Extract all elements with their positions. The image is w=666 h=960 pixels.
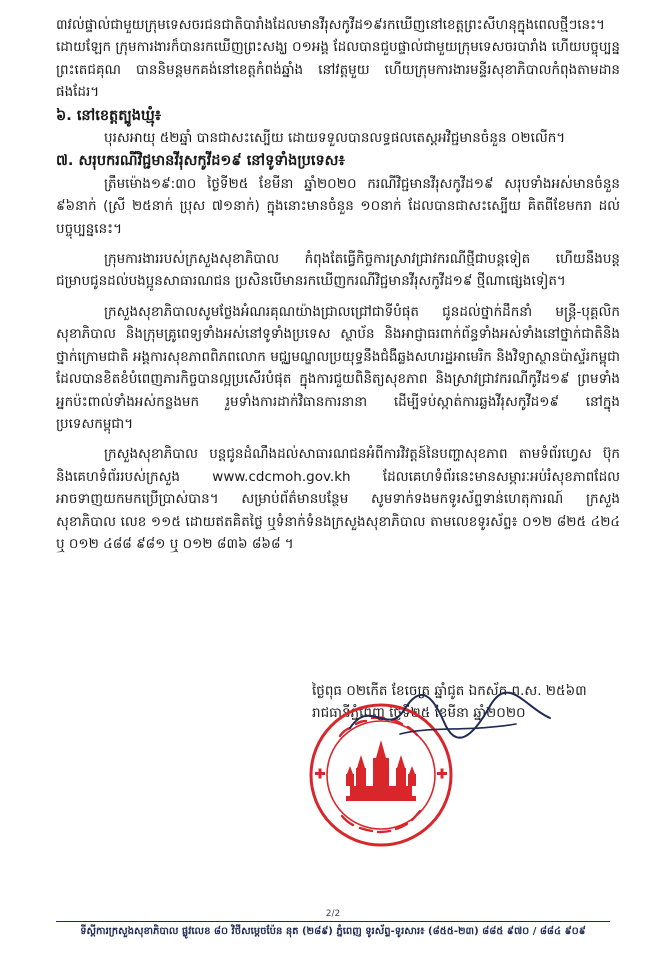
section-heading-nationwide-total: ៧. សរុបករណីវិជ្ជមានវីរុសកូវីដ១៩ នៅទូទាំងប្រទេស៖	[56, 153, 345, 170]
paragraph-acknowledgements: ក្រសួងសុខាភិបាលសូមថ្លែងអំណរគុណយ៉ាងជ្រាលជ្រៅជាទីបំផុត ជូនដល់ថ្នាក់ដឹកនាំ មន្ត្រី-បុគ្គលិកសុខាភិបាល និងក្រុមគ្រូពេទ្យទាំងអស់នៅទូទាំងប្រទេស ស្ថាប័ន និងអាជ្ញាធរពាក់ព័ន្ធទាំងអស់ទាំងនៅថ្នាក់ជាតិនិងថ្នាក់ក្រោមជាតិ អង្គការសុខភាពពិភពលោក មជ្ឈមណ្ឌលប្រយុទ្ធនឹងជំងឺឆ្លងសហរដ្ឋអាមេរិក និងវិទ្យាស្ថានប៉ាស្ទ័រកម្ពុជា ដែលបានខិតខំបំពេញភារកិច្ចបានល្អប្រសើរបំផុត ក្នុងការជួយពិនិត្យសុខភាព និងស្រាវជ្រាវករណីកូវីដ១៩ ព្រមទាំងអ្នកប៉ះពាល់ទាំងអស់កន្លងមក រួមទាំងការដាក់វិធានការនានា ដើម្បីទប់ស្កាត់ការឆ្លងវីរុសកូវីដ១៩ នៅក្នុងប្រទេសកម្ពុជា។	[56, 303, 620, 432]
signature-ink	[340, 688, 570, 748]
paragraph-case-totals: ត្រឹមម៉ោង១៩:៣០ ថ្ងៃទី២៥ ខែមីនា ឆ្នាំ២០២០ ករណីវិជ្ជមានវីរុសកូវីដ១៩ សរុបទាំងអស់មានចំនួន ៩៦នាក់ (ស្រី ២៥នាក់ ប្រុស ៧១នាក់) ក្នុងនោះមានចំនួន ១០នាក់ ដែលបានជាសះស្បើយ គិតពីខែមករា ដល់បច្ចុប្បន្ននេះ។	[56, 175, 620, 237]
paragraph-continuation: ៣វល់ផ្ទាល់ជាមួយក្រុមទេសចរជនជាតិបារាំងដែលមានវីរុសកូវីដ១៩រកឃើញនៅខេត្តព្រះសីហនុក្នុងពេលថ្មីៗនេះ។ ដោយឡែក ក្រុមការងារក៏បានរកឃើញព្រះសង្ឃ ០១អង្គ ដែលបានជួបផ្ទាល់ជាមួយក្រុមទេសចរបារាំង ហើយបច្ចុប្បន្ន ព្រះតេជគុណ បាននិមន្តមកគង់នៅខេត្តកំពង់ឆ្នាំង នៅវត្តមួយ ហើយក្រុមការងារមន្ទីរសុខាភិបាលកំពុងតាមដានផងដែរ។	[56, 17, 620, 101]
place-date-line: រាជធានីភ្នំពេញ ថ្ងៃទី២៥ ខែមីនា ឆ្នាំ២០២០	[312, 705, 526, 722]
lunar-date-line: ថ្ងៃពុធ ០២កើត ខែចេត្រ ឆ្នាំជូត ឯកស័ក ព.ស. ២៥៦៣	[312, 683, 587, 699]
footer-divider	[56, 921, 610, 922]
footer-address: ទីស្តីការក្រសួងសុខាភិបាល ផ្លូវលេខ ៨០ វិថីសម្តេចប៉ែន នុត (២៨៩) ភ្នំពេញ ទូរស័ព្ទ-ទូរសារ៖ (៨៥៥-២៣) ៨៨៥ ៩៧០ / ៨៨៤ ៩០៩	[80, 926, 586, 937]
page-number: 2/2	[325, 909, 341, 919]
document-body	[56, 14, 620, 555]
angkor-wat-emblem	[346, 740, 416, 801]
paragraph-tboung-khmum: បុរសអាយុ ៥២ឆ្នាំ បានជាសះស្បើយ ដោយទទួលបានលទ្ធផលតេស្តអវិជ្ជមានចំនួន ០២លើក។	[104, 130, 566, 147]
section-heading-tboung-khmum: ៦. នៅខេត្តត្បូងឃ្មុំ៖	[56, 107, 162, 124]
paragraph-contact-information: ក្រសួងសុខាភិបាល បន្តជូនដំណឹងដល់សាធារណជនអំពីការវិវត្តន៍នៃបញ្ហាសុខភាព តាមទំព័រហ្វេស ប៊ុក និងគេហទំព័ររបស់ក្រសួង www.cdcmoh.gov.kh ដែលគេហទំព័រនេះមានសម្ភារៈអប់រំសុខភាពដែលអាចទាញយកមកប្រើប្រាស់បាន។ សម្រាប់ព័ត៌មានបន្ថែម សូមទាក់ទងមកទូរស័ព្ទទាន់ហេតុការណ៍ ក្រសួងសុខាភិបាល លេខ ១១៥ ដោយឥតគិតថ្លៃ ឬទំនាក់ទំនងក្រសួងសុខាភិបាល តាមលេខទូរស័ព្ទ៖ ០១២ ៨២៥ ៤២៤ ឬ ០១២ ៤៨៨ ៩៨១ ឬ ០១២ ៨៣៦ ៨៦៨ ។	[56, 446, 620, 552]
paragraph-ongoing-investigation: ក្រុមការងាររបស់ក្រសួងសុខាភិបាល កំពុងតែធ្វើកិច្ចការស្រាវជ្រាវករណីថ្មីជាបន្តទៀត ហើយនឹងបន្តជម្រាបជូនដល់បងប្អូនសាធារណជន ប្រសិនបើមានរកឃើញករណីវិជ្ជមានវីរុសកូវីដ១៩ ថ្មីណាផ្សេងទៀត។	[56, 251, 620, 290]
